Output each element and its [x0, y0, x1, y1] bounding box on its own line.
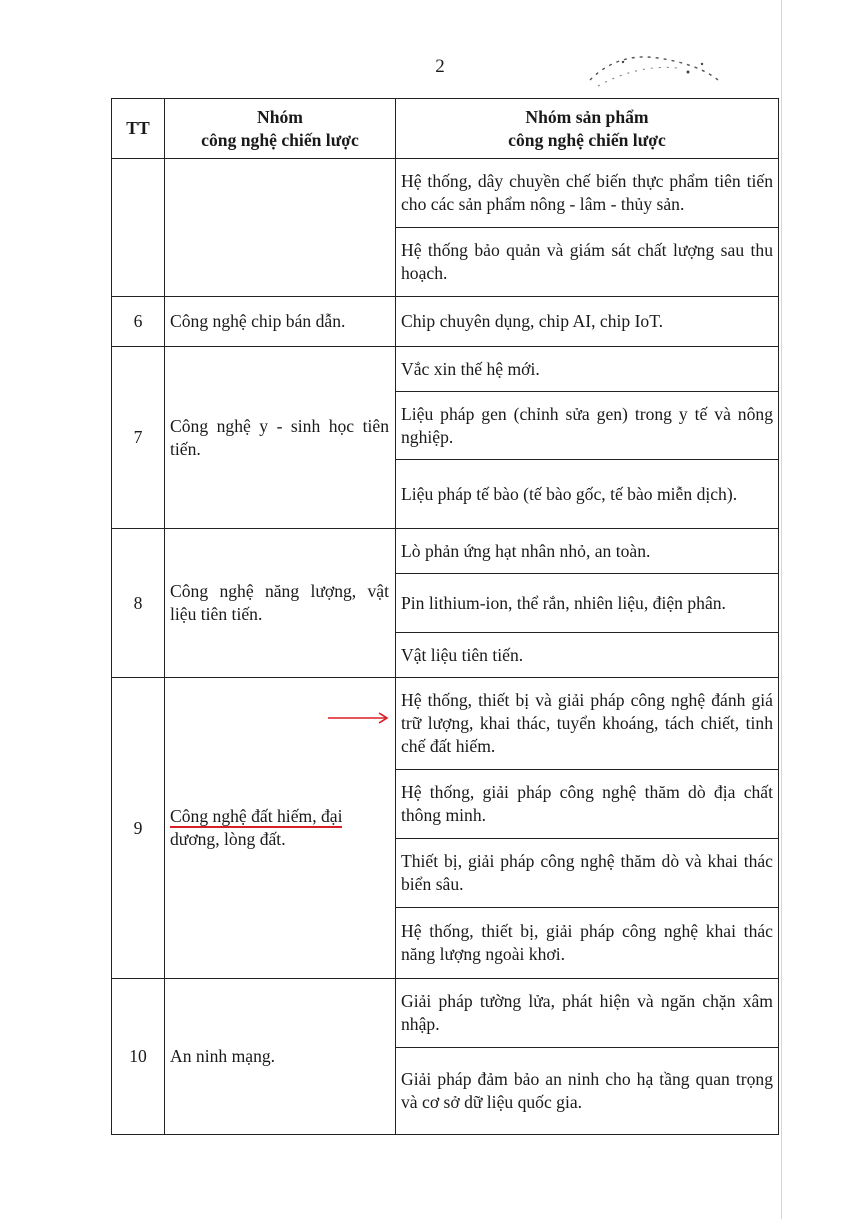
product-cell: Thiết bị, giải pháp công nghệ thăm dò và khai thác biển sâu. — [396, 839, 779, 908]
row-number: 10 — [112, 979, 165, 1135]
header-group-line2: công nghệ chiến lược — [201, 129, 359, 150]
product-cell: Lò phản ứng hạt nhân nhỏ, an toàn. — [396, 529, 779, 574]
product-cell: Giải pháp tường lửa, phát hiện và ngăn chặn xâm nhập. — [396, 979, 779, 1048]
technology-group: Công nghệ chip bán dẫn. — [165, 297, 396, 347]
header-group-line1: Nhóm — [257, 106, 303, 127]
page-number: 2 — [435, 56, 445, 77]
strategic-technology-table — [111, 98, 779, 1135]
header-technology-group — [165, 99, 396, 159]
product-cell: Giải pháp đảm bảo an ninh cho hạ tầng quan trọng và cơ sở dữ liệu quốc gia. — [396, 1048, 779, 1135]
row-number: 9 — [112, 678, 165, 979]
continuation-tt-cell — [112, 159, 165, 297]
header-tt: TT — [112, 99, 165, 159]
technology-group: An ninh mạng. — [165, 979, 396, 1135]
stamp-smudge — [578, 50, 728, 90]
header-product-line1: Nhóm sản phẩm — [525, 106, 649, 127]
group-text-rest: dương, lòng đất. — [170, 829, 286, 849]
row-number: 6 — [112, 297, 165, 347]
product-cell: Liệu pháp tế bào (tế bào gốc, tế bào miễn dịch). — [396, 460, 779, 529]
product-cell: Hệ thống, dây chuyền chế biến thực phẩm tiên tiến cho các sản phẩm nông - lâm - thủy sản. — [396, 159, 779, 228]
scan-edge-line — [781, 0, 782, 1219]
product-cell: Liệu pháp gen (chỉnh sửa gen) trong y tế và nông nghiệp. — [396, 392, 779, 460]
product-cell: Vắc xin thế hệ mới. — [396, 347, 779, 392]
product-cell: Chip chuyên dụng, chip AI, chip IoT. — [396, 297, 779, 347]
product-cell: Hệ thống, thiết bị và giải pháp công nghệ đánh giá trữ lượng, khai thác, tuyển khoáng, tách chiết, tinh chế đất hiếm. — [396, 678, 779, 770]
continuation-group-cell — [165, 159, 396, 297]
row-number: 8 — [112, 529, 165, 678]
product-cell: Hệ thống, thiết bị, giải pháp công nghệ khai thác năng lượng ngoài khơi. — [396, 908, 779, 979]
product-cell: Vật liệu tiên tiến. — [396, 633, 779, 678]
product-cell: Hệ thống bảo quản và giám sát chất lượng sau thu hoạch. — [396, 228, 779, 297]
header-product-group — [396, 99, 779, 159]
product-cell: Pin lithium-ion, thể rắn, nhiên liệu, điện phân. — [396, 574, 779, 633]
row-number: 7 — [112, 347, 165, 529]
product-cell: Hệ thống, giải pháp công nghệ thăm dò địa chất thông minh. — [396, 770, 779, 839]
technology-group: Công nghệ y - sinh học tiên tiến. — [165, 347, 396, 529]
underlined-group-text: Công nghệ đất hiếm, đại — [170, 806, 343, 826]
red-arrow-annotation — [328, 711, 390, 725]
header-product-line2: công nghệ chiến lược — [508, 129, 666, 150]
technology-group: Công nghệ năng lượng, vật liệu tiên tiến. — [165, 529, 396, 678]
